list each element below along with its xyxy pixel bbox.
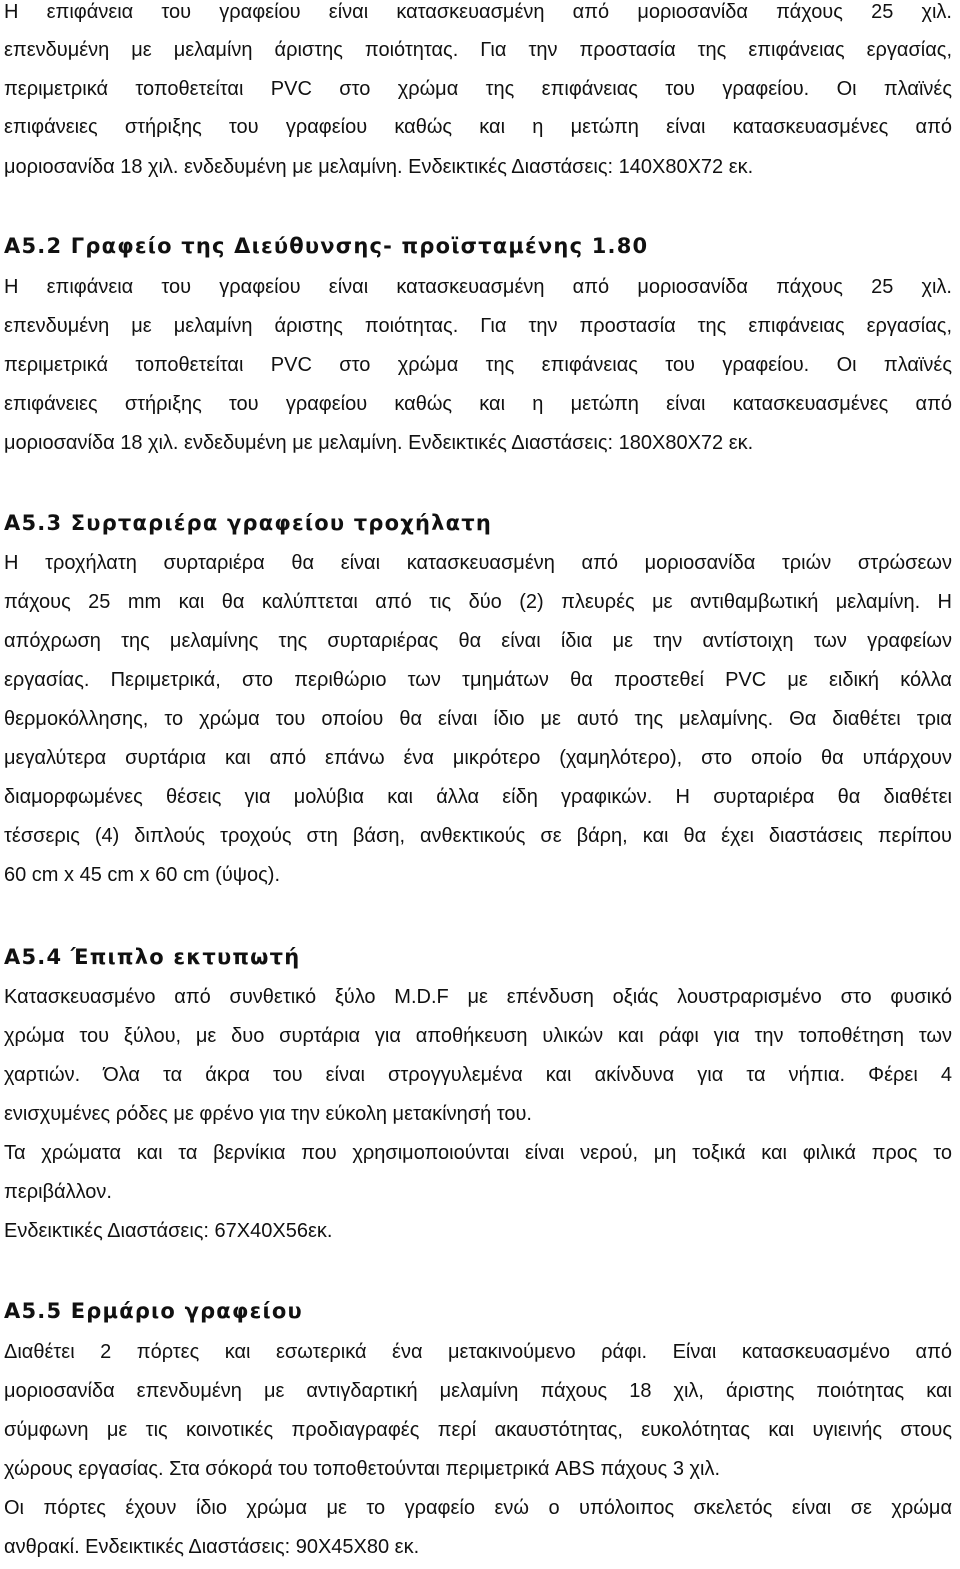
paragraph-line: Η επιφάνεια του γραφείου είναι κατασκευασμένη από μοριοσανίδα πάχους 25 χιλ.	[4, 1, 952, 23]
paragraph-line: διαμορφωμένες θέσεις για μολύβια και άλλα είδη γραφικών. Η συρταριέρα θα διαθέτει	[4, 786, 952, 808]
paragraph-line: απόχρωση της μελαμίνης της συρταριέρας θα είναι ίδια με την αντίστοιχη των γραφείων	[4, 630, 952, 652]
section-heading: Α5.2 Γραφείο της Διεύθυνσης- προϊσταμένης 1.80	[4, 234, 649, 258]
paragraph-line: μεγαλύτερα συρτάρια και από επάνω ένα μικρότερο (χαμηλότερο), στο οποίο θα υπάρχουν	[4, 747, 952, 769]
paragraph-line: μοριοσανίδα επενδυμένη με αντιγδαρτική μελαμίνη πάχους 18 χιλ, άριστης ποιότητας και	[4, 1380, 952, 1402]
paragraph-line: ανθρακί. Ενδεικτικές Διαστάσεις: 90Χ45Χ80 εκ.	[4, 1536, 420, 1558]
paragraph-line: Κατασκευασμένο από συνθετικό ξύλο M.D.F με επένδυση οξιάς λουστραρισμένο στο φυσικό	[4, 986, 952, 1008]
paragraph-line: 60 cm x 45 cm x 60 cm (ύψος).	[4, 864, 281, 886]
paragraph-line: επιφάνειες στήριξης του γραφείου καθώς και η μετώπη είναι κατασκευασμένες από	[4, 116, 952, 138]
paragraph-line: χρώμα του ξύλου, με δυο συρτάρια για αποθήκευση υλικών και ράφι για την τοποθέτηση των	[4, 1025, 952, 1047]
paragraph-line: Οι πόρτες έχουν ίδιο χρώμα με το γραφείο ενώ ο υπόλοιπος σκελετός είναι σε χρώμα	[4, 1497, 952, 1519]
paragraph-line: σύμφωνη με τις κοινοτικές προδιαγραφές περί ακαυστότητας, ευκολότητας και υγιεινής στους	[4, 1419, 952, 1441]
paragraph-line: επιφάνειες στήριξης του γραφείου καθώς και η μετώπη είναι κατασκευασμένες από	[4, 393, 952, 415]
paragraph-line: ενισχυμένες ρόδες με φρένο για την εύκολη μετακίνησή του.	[4, 1103, 532, 1125]
paragraph-line: μοριοσανίδα 18 χιλ. ενδεδυμένη με μελαμίνη. Ενδεικτικές Διαστάσεις: 140Χ80Χ72 εκ.	[4, 156, 754, 178]
paragraph-line: περιμετρικά τοποθετείται PVC στο χρώμα της επιφάνειας του γραφείου. Οι πλαϊνές	[4, 78, 952, 100]
paragraph-line: Διαθέτει 2 πόρτες και εσωτερικά ένα μετακινούμενο ράφι. Είναι κατασκευασμένο από	[4, 1341, 952, 1363]
paragraph-line: επενδυμένη με μελαμίνη άριστης ποιότητας. Για την προστασία της επιφάνειας εργασίας,	[4, 39, 952, 61]
paragraph-line: περιμετρικά τοποθετείται PVC στο χρώμα της επιφάνειας του γραφείου. Οι πλαϊνές	[4, 354, 952, 376]
paragraph-line: μοριοσανίδα 18 χιλ. ενδεδυμένη με μελαμίνη. Ενδεικτικές Διαστάσεις: 180Χ80Χ72 εκ.	[4, 432, 754, 454]
paragraph-line: Η τροχήλατη συρταριέρα θα είναι κατασκευασμένη από μοριοσανίδα τριών στρώσεων	[4, 552, 952, 574]
section-heading: Α5.4 Έπιπλο εκτυπωτή	[4, 945, 301, 969]
paragraph-line: επενδυμένη με μελαμίνη άριστης ποιότητας. Για την προστασία της επιφάνειας εργασίας,	[4, 315, 952, 337]
paragraph-line: πάχους 25 mm και θα καλύπτεται από τις δύο (2) πλευρές με αντιθαμβωτική μελαμίνη. Η	[4, 591, 952, 613]
paragraph-line: θερμοκόλλησης, το χρώμα του οποίου θα είναι ίδιο με αυτό της μελαμίνης. Θα διαθέτει τρια	[4, 708, 952, 730]
section-heading: Α5.5 Ερμάριο γραφείου	[4, 1299, 303, 1323]
paragraph-line: χαρτιών. Όλα τα άκρα του είναι στρογγυλεμένα και ακίνδυνα για τα νήπια. Φέρει 4	[4, 1064, 952, 1086]
paragraph-line: χώρους εργασίας. Στα σόκορά του τοποθετούνται περιμετρικά ABS πάχους 3 χιλ.	[4, 1458, 720, 1480]
paragraph-line: περιβάλλον.	[4, 1181, 112, 1203]
paragraph-line: εργασίας. Περιμετρικά, στο περιθώριο των τμημάτων θα προστεθεί PVC με ειδική κόλλα	[4, 669, 952, 691]
paragraph-line: Ενδεικτικές Διαστάσεις: 67Χ40Χ56εκ.	[4, 1220, 333, 1242]
paragraph-line: Η επιφάνεια του γραφείου είναι κατασκευασμένη από μοριοσανίδα πάχους 25 χιλ.	[4, 276, 952, 298]
section-heading: Α5.3 Συρταριέρα γραφείου τροχήλατη	[4, 511, 493, 535]
paragraph-line: τέσσερις (4) διπλούς τροχούς στη βάση, ανθεκτικούς σε βάρη, και θα έχει διαστάσεις περίπου	[4, 825, 952, 847]
paragraph-line: Τα χρώματα και τα βερνίκια που χρησιμοποιούνται είναι νερού, μη τοξικά και φιλικά προς το	[4, 1142, 952, 1164]
